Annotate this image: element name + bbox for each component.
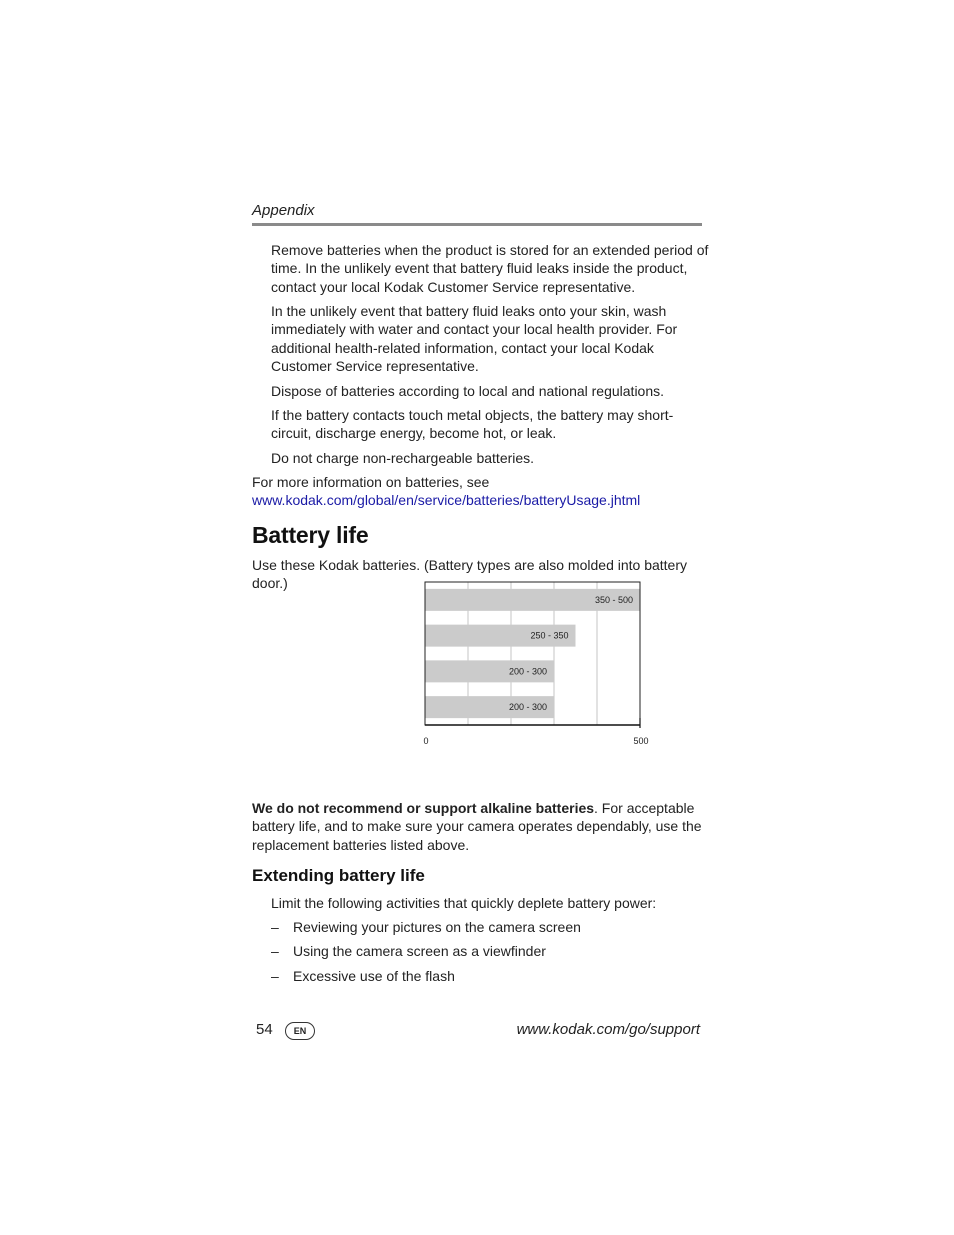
safety-item: Do not charge non-rechargeable batteries.: [271, 450, 535, 466]
bar-label-2: 200 - 300: [508, 666, 547, 677]
bar-label-3: 200 - 300: [508, 702, 547, 713]
x-tick-label-0: 0: [423, 736, 429, 746]
x-tick-label-1: 500: [633, 736, 649, 746]
battery-life-chart: [410, 576, 670, 756]
page-title: Battery life: [252, 522, 369, 548]
battery-usage-link[interactable]: www.kodak.com/global/en/service/batteries/batteryUsage.jhtml: [252, 492, 641, 508]
dash-bullet: –: [271, 968, 279, 984]
chart-bars: [425, 589, 640, 718]
list-item: [271, 968, 455, 984]
list-item-text: Excessive use of the flash: [293, 968, 455, 984]
safety-item: Dispose of batteries according to local and national regulations.: [271, 383, 665, 399]
header-rule: [252, 223, 702, 226]
more-info-text: For more information on batteries, see: [252, 474, 490, 490]
language-badge: EN: [285, 1022, 315, 1040]
bar-label-1: 250 - 350: [530, 630, 569, 641]
dash-bullet: –: [271, 943, 279, 959]
safety-item: If the battery contacts touch metal objects, the battery may short-circuit, discharge energy, become hot, or leak.: [271, 407, 674, 442]
section-subtitle: Extending battery life: [252, 866, 425, 885]
bar-label-0: 350 - 500: [594, 594, 633, 605]
safety-item: Remove batteries when the product is stored for an extended period of time. In the unlikely event that battery fluid leaks inside the product, contact your local Kodak Customer Service representative.: [271, 242, 709, 295]
list-item: [271, 943, 546, 959]
battery-intro: Use these Kodak batteries. (Battery types are also molded into battery door.): [252, 557, 688, 592]
extending-intro: Limit the following activities that quickly deplete battery power:: [271, 895, 657, 911]
list-item-text: Reviewing your pictures on the camera screen: [293, 919, 581, 935]
dash-bullet: –: [271, 919, 279, 935]
support-url[interactable]: www.kodak.com/go/support: [516, 1021, 700, 1038]
alkaline-rest: . For acceptable battery life, and to make sure your camera operates dependably, use the replacement batteries listed above.: [252, 800, 702, 853]
section-label: Appendix: [252, 202, 315, 219]
safety-item: In the unlikely event that battery fluid leaks onto your skin, wash immediately with water and contact your local health provider. For additional health-related information, contact your local Kodak Customer Service representative.: [271, 303, 678, 375]
alkaline-note: [252, 799, 702, 854]
alkaline-warning: We do not recommend or support alkaline batteries: [252, 800, 595, 816]
list-item: [271, 919, 581, 935]
page-number: 54: [256, 1021, 273, 1038]
list-item-text: Using the camera screen as a viewfinder: [293, 943, 546, 959]
